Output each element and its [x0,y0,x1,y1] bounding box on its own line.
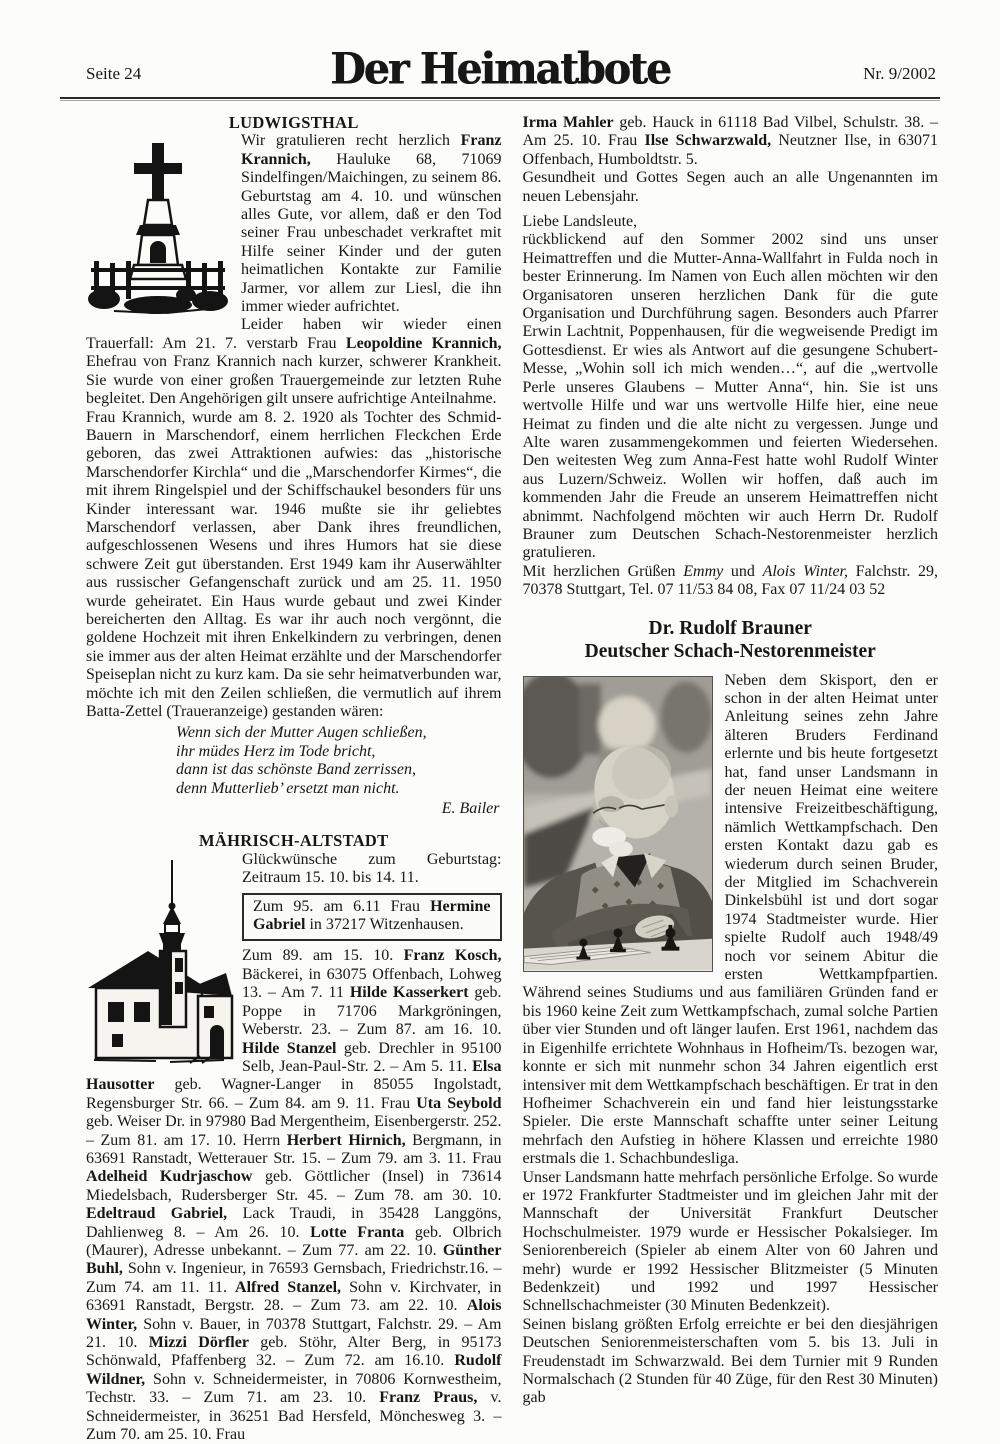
article-paragraph-2: Unser Landsmann hatte mehrfach persönliche Erfolge. So wurde er 1972 Frankfurter Stadtmeister und im gleichen Jahr mit der Mannschaft der Universität Frankfurt Deutscher Hochschulmeister. 1979 wurde er Hessischer Pokalsieger. Im Seniorenbereich (Spieler ab einem Alter von 60 Jahren und mehr) wurde er 1992 Hessischer Blitzmeister (5 Minuten Bedenkzeit) und 1992 und 1997 Hessischer Schnellschachmeister (30 Minuten Bedenkzeit). [522,1168,938,1315]
article-body [523,672,939,1408]
birthday-highlight-box [242,893,502,942]
letter-signature: Mit herzlichen Grüßen Emmy und Alois Winter, Falchstr. 29, 70378 Stuttgart, Tel. 07 11/53 84 08, Fax 07 11/24 03 52 [522,562,939,599]
chess-player-photo-image [524,677,712,971]
issue-number: Nr. 9/2002 [863,64,936,83]
church-icon [86,856,234,1064]
page-number: Seite 24 [86,64,142,83]
ludwigsthal-paragraph-obituary: Leider haben wir wieder einen Trauerfall: Am 21. 7. verstarb Frau Leopoldine Krannich, Ehefrau von Franz Krannich nach kurzer, schwerer Krankheit. Sie wurde von einer großen Trauergemeinde zur letzten Ruhe begleitet. Den Angehörigen gilt unsere aufrichtige Anteilnahme. [86,316,502,408]
article-headline-line2: Deutscher Schach-Nestorenmeister [584,641,876,663]
right-column [523,114,939,1444]
letter-body: rückblickend auf den Sommer 2002 sind uns unser Heimattreffen und die Mutter-Anna-Wallfahrt in Fulda noch in bester Erinnerung. Im Namen von Euch allen möchten wir den Organisatoren unseren herzlichen Dank für die gute Organisation und Durchführung sagen. Besonders auch Pfarrer Erwin Lachtnit, Poppenhausen, für die wegweisende Predigt im Gottesdienst. Er wies als Antwort auf die gesungene Schubert-Messe, „Wohin soll ich mich wenden…“, auf die „wertvolle Perle unseres Glaubens – Mutter Anna“, hin. Sie ist uns wertvolle Hilfe und war uns wertvolle Hilfe hier, eine neue Heimat zu finden und die alte nicht zu vergessen. Junge und Alte waren zusammengekommen und feierten Wiedersehen. Den weitesten Weg zum Anna-Fest hatte wohl Rudolf Winter aus Luzern/Schweiz. Wollen wir hoffen, daß auch im kommenden Jahr die Freude an unserem Heimattreffen nicht abnimmt. Nachfolgend möchten wir auch Herrn Dr. Rudolf Brauner zum Deutschen Schach-Nestorenmeister herzlich gratulieren. [522,231,938,562]
section-maehrisch-altstadt [86,832,502,1444]
blessing-paragraph: Gesundheit und Gottes Segen auch an alle Ungenannten im neuen Lebensjahr. [522,169,938,205]
ludwigsthal-paragraph-congrats: Wir gratulieren recht herzlich Franz Krannich, Hauluke 68, 71069 Sindelfingen/Maichingen, zu seinem 86. Geburtstag am 4. 10. und wünschen alles Gute, vor allem, daß er den Tod seiner Frau unbeschadet verkraftet mit Hilfe seiner Kinder und der guten heimatlichen Kontakte zur Familie Jarmer, vor allem zur Liesl, die ihn immer wieder aufrichtet. [241,132,502,316]
letter-salutation: Liebe Landsleute, [522,213,638,231]
memorial-poem [176,724,502,798]
article-headline [523,617,939,664]
birthday-list-continued: Irma Mahler geb. Hauck in 61118 Bad Vilbel, Schulstr. 38. – Am 25. 10. Frau Ilse Schwarzwald, Neutzner Ilse, in 63071 Offenbach, Humboldtstr. 5. [522,114,938,168]
highlight-box-text: Zum 95. am 6.11 Frau Hermine Gabriel in 37217 Witzenhausen. [253,897,491,934]
section-heading-maehrisch: MÄHRISCH-ALTSTADT [199,831,389,851]
article-paragraph-1: Neben dem Skisport, den er schon in der alten Heimat unter Anleitung seines zehn Jahre älteren Bruders Ferdinand erlernte und bis heute fortgesetzt hat, fand unser Landsmann in der neuen Heimat eine weitere intensive Freizeitbeschäftigung, nämlich Wettkampfschach. Den ersten Kontakt dazu gab es wiederum durch seinen Bruder, der Mitglied im Schachverein Dinkelsbühl ist und dort sogar 1974 Stadtmeister wurde. Hier spielte Rudolf auch 1948/49 noch vor seinem Abitur die ersten Wettkampfpartien. Während seines Studiums und aus familiären Gründen fand er bis 1960 keine Zeit zum Wettkampfschach, zumal solche Partien über vier Stunden und oft länger laufen. Erst 1961, nachdem das in Eigenhilfe errichtete Wohnhaus in Hofheim/Ts. bezogen war, konnte er sich mit nunmehr schon 34 Jahren eigentlich erst intensiver mit dem Wettkampfschach beschäftigen. Er trat in den Hofheimer Schachverein ein und fand hier leistungsstarke Spieler. Die erste Mannschaft schaffte unter seiner Leitung mehrfach den Aufstieg in höhere Klassen und erreichte 1980 erstmals die 1. Schachbundesliga. [522,671,938,1168]
left-column [86,114,502,1444]
article-paragraph-3: Seinen bislang größten Erfolg erreichte er bei den diesjährigen Deutschen Seniorenmeisterschaften vom 5. bis 13. Juli in Freudenstadt im Schwarzwald. Bei dem Turnier mit 9 Runden Normalschach (2 Stunden für 40 Züge, für den Rest 30 Minuten) gab [522,1315,938,1407]
birthday-list: Zum 89. am 15. 10. Franz Kosch, Bäckerei, in 63075 Offenbach, Lohweg 13. – Am 7. 11 Hilde Kasserkert geb. Poppe in 71706 Markgröningen, Weberstr. 23. – Zum 87. am 16. 10. Hilde Stanzel geb. Drechler in 95100 Selb, Jean-Paul-Str. 2. – Am 5. 11. Elsa Hausotter geb. Wagner-Langer in 85055 Ingolstadt, Regensburger Str. 66. – Zum 84. am 9. 11. Frau Uta Seybold geb. Weiser Dr. in 97980 Bad Mergentheim, Eisenbergerstr. 252. – Zum 81. am 17. 10. Herrn Herbert Hirnich, Bergmann, in 63691 Ranstadt, Wetterauer Str. 15. – Zum 79. am 3. 11. Frau Adelheid Kudrjaschow geb. Göttlicher (Insel) in 73614 Miedelsbach, Rudersberger Str. 45. – Zum 78. am 30. 10. Edeltraud Gabriel, Lack Traudi, in 35428 Langgöns, Dahlienweg 8. – Am 26. 10. Lotte Franta geb. Olbrich (Maurer), Adresse unbekannt. – Zum 77. am 22. 10. Günther Buhl, Sohn v. Ingenieur, in 76593 Gernsbach, Friedrichstr.16. – Zum 74. am 11. 11. Alfred Stanzel, Sohn v. Kirchvater, in 63691 Ranstadt, Bergstr. 28. – Zum 73. am 22. 10. Alois Winter, Sohn v. Bauer, in 70378 Stuttgart, Falchstr. 29. – Am 21. 10. Mizzi Dörfler geb. Stöhr, Alter Berg, in 95173 Schönwald, Pfaffenberg 32. – Zum 72. am 16.10. Rudolf Wildner, Sohn v. Schneidermeister, in 70806 Kornwestheim, Techstr. 33. – Zum 71. am 23. 10. Franz Praus, v. Schneidermeister, in 36251 Bad Hersfeld, Mönchesweg 3. – Zum 70. am 25. 10. Frau [86,947,502,1444]
poem-line: denn Mutterlieb’ ersetzt man nicht. [176,779,400,797]
maehrisch-intro: Glückwünsche zum Geburtstag: Zeitraum 15. 10. bis 14. 11. [242,850,502,887]
poem-line: dann ist das schönste Band zerrissen, [176,761,416,779]
church-drawing [86,856,234,1064]
article-headline-line1: Dr. Rudolf Brauner [648,617,812,639]
poem-line: ihr müdes Herz im Tode bricht, [176,742,376,760]
page-header [0,0,1000,97]
two-column-layout [0,101,1000,1444]
wayside-shrine-drawing [86,137,231,315]
chess-player-photo [523,676,713,972]
poem-author: E. Bailer [441,800,500,818]
masthead-logo: Der Heimatbote [330,43,670,95]
section-heading-ludwigsthal: LUDWIGSTHAL [228,113,359,132]
ludwigsthal-paragraph-biography: Frau Krannich, wurde am 8. 2. 1920 als Tochter des Schmid-Bauern in Marschendorf, einem herrlichen Fleckchen Erde geboren, das zwei Attraktionen aufwies: das „historische Marschendorfer Kirchla“ und die „Marschendorfer Kirmes“, die mit ihrem Ringelspiel und der Schiffschaukel besonders für uns Kinder interessant war. 1946 mußte sie ihr geliebtes Marschendorf verlassen, aber Dank ihres freundlichen, aufgeschlossenen Wesens und ihres Humors hat sie diese schwere Zeit gut überstanden. Erst 1949 kam ihr Auserwählter aus russischer Gefangenschaft zurück und am 25. 11. 1950 wurde geheiratet. Ein Haus wurde gebaut und zwei Kinder bereicherten den Alltag. Es war ihr auch noch vergönnt, die goldene Hochzeit mit ihren Enkelkindern zu verbringen, denen sie immer aus der alten Heimat erzählte und der Marschendorfer Speiseplan nicht zu kurz kam. Da sie sehr heimatverbunden war, möchte ich mit den Zeilen schließen, die vermutlich auf ihrem Batta-Zettel (Traueranzeige) gestanden wären: [86,408,502,720]
section-ludwigsthal [86,114,502,818]
monument-icon [86,137,231,315]
poem-line: Wenn sich der Mutter Augen schließen, [176,724,427,742]
